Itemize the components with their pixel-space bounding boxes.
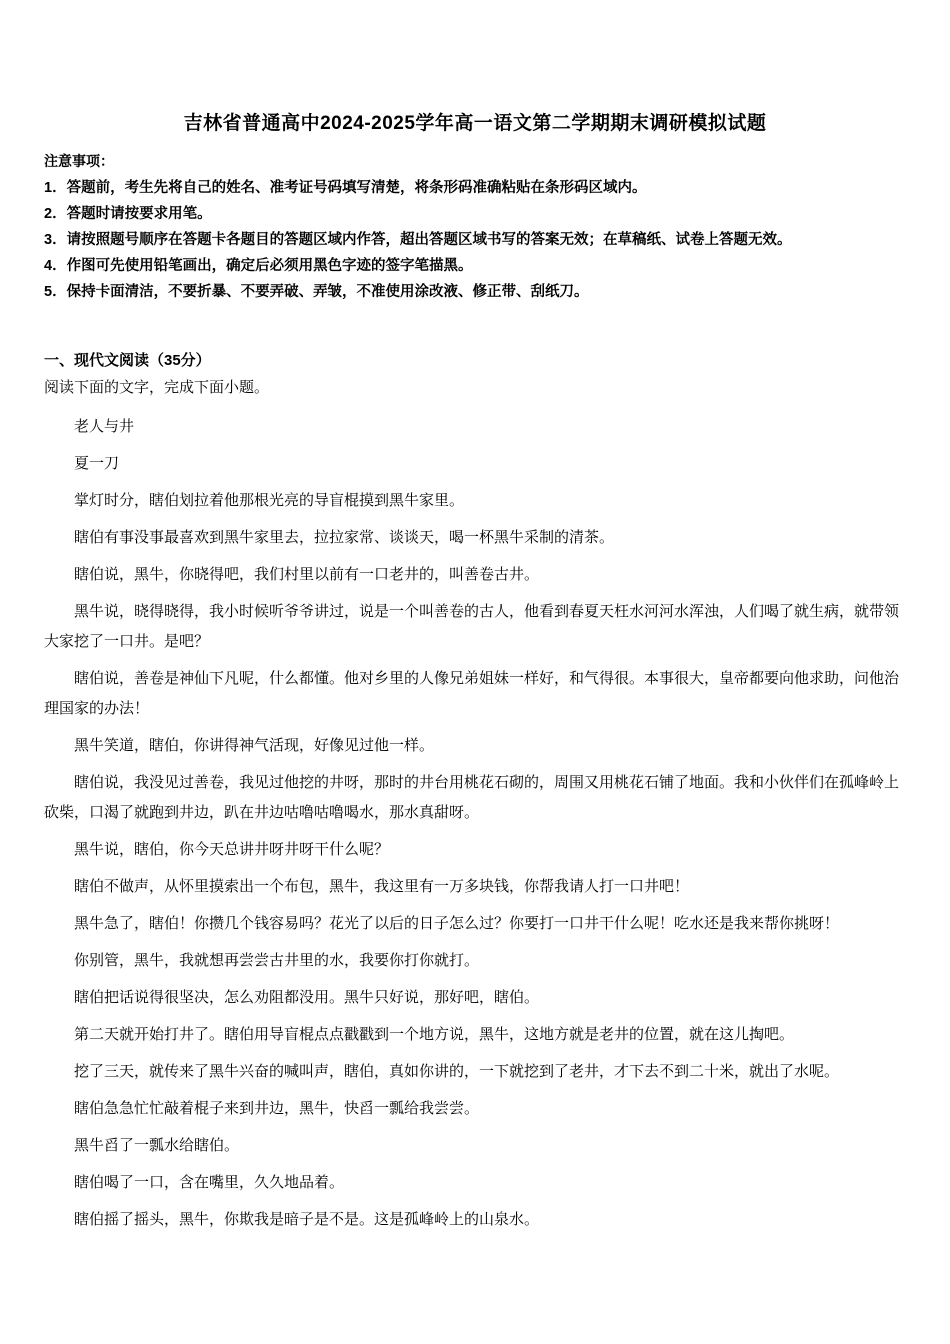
- passage-paragraph: 黑牛舀了一瓢水给瞎伯。: [74, 1138, 240, 1154]
- passage-paragraph: 瞎伯不做声，从怀里摸索出一个布包，黑牛，我这里有一万多块钱，你帮我请人打一口井吧！: [74, 879, 690, 895]
- passage-author: 夏一刀: [74, 456, 120, 472]
- section-intro: 阅读下面的文字，完成下面小题。: [44, 380, 270, 396]
- passage-paragraph: 瞎伯喝了一口，含在嘴里，久久地品着。: [74, 1175, 345, 1191]
- notice-item: 4．作图可先使用铅笔画出，确定后必须用黑色字迹的签字笔描黑。: [44, 258, 473, 274]
- notice-item: 2．答题时请按要求用笔。: [44, 206, 212, 222]
- passage-paragraph: 瞎伯说，黑牛，你晓得吧，我们村里以前有一口老井的，叫善卷古井。: [74, 567, 540, 583]
- passage-paragraph: 你别管，黑牛，我就想再尝尝古井里的水，我要你打你就打。: [74, 953, 480, 969]
- passage-paragraph: 瞎伯急急忙忙敲着棍子来到井边，黑牛，快舀一瓢给我尝尝。: [74, 1101, 480, 1117]
- reading-passage: [44, 412, 906, 1235]
- passage-paragraph: 瞎伯把话说得很坚决，怎么劝阻都没用。黑牛只好说，那好吧，瞎伯。: [74, 990, 540, 1006]
- passage-paragraph: 黑牛说，瞎伯，你今天总讲井呀井呀干什么呢？: [74, 842, 390, 858]
- notice-item: 3．请按照题号顺序在答题卡各题目的答题区域内作答，超出答题区域书写的答案无效；在草稿纸、试卷上答题无效。: [44, 232, 792, 248]
- passage-paragraph: 黑牛急了，瞎伯！你攒几个钱容易吗？花光了以后的日子怎么过？你要打一口井干什么呢！吃水还是我来帮你挑呀！: [74, 916, 840, 932]
- passage-paragraph: 瞎伯有事没事最喜欢到黑牛家里去，拉拉家常、谈谈天，喝一杯黑牛采制的清茶。: [74, 530, 615, 546]
- passage-paragraph: 挖了三天，就传来了黑牛兴奋的喊叫声，瞎伯，真如你讲的，一下就挖到了老井，才下去不到二十米，就出了水呢。: [74, 1064, 840, 1080]
- notice-heading: 注意事项：: [44, 153, 114, 169]
- passage-paragraph: 第二天就开始打井了。瞎伯用导盲棍点点戳戳到一个地方说，黑牛，这地方就是老井的位置，就在这儿掏吧。: [74, 1027, 795, 1043]
- notice-section: [44, 151, 906, 305]
- passage-paragraph: 掌灯时分，瞎伯划拉着他那根光亮的导盲棍摸到黑牛家里。: [74, 493, 465, 509]
- notice-item: 5．保持卡面清洁，不要折暴、不要弄破、弄皱，不准使用涂改液、修正带、刮纸刀。: [44, 284, 589, 300]
- passage-paragraph: 瞎伯摇了摇头，黑牛，你欺我是暗子是不是。这是孤峰岭上的山泉水。: [74, 1212, 540, 1228]
- passage-paragraph: 黑牛说，晓得晓得，我小时候听爷爷讲过，说是一个叫善卷的古人，他看到春夏天枉水河河水浑浊，人们喝了就生病，就带领大家挖了一口井。是吧？: [44, 604, 900, 650]
- passage-paragraph: 黑牛笑道，瞎伯，你讲得神气活现，好像见过他一样。: [74, 738, 435, 754]
- passage-title: 老人与井: [74, 419, 135, 435]
- passage-paragraph: 瞎伯说，我没见过善卷，我见过他挖的井呀，那时的井台用桃花石砌的，周围又用桃花石铺了地面。我和小伙伴们在孤峰岭上砍柴，口渴了就跑到井边，趴在井边咕噜咕噜喝水，那水真甜呀。: [44, 775, 900, 821]
- section-heading-modern-reading: 一、现代文阅读（35分）: [44, 352, 211, 369]
- passage-paragraph: 瞎伯说，善卷是神仙下凡呢，什么都懂。他对乡里的人像兄弟姐妹一样好，和气得很。本事很大，皇帝都要向他求助，问他治理国家的办法！: [44, 671, 900, 717]
- notice-item: 1．答题前，考生先将自己的姓名、准考证号码填写清楚，将条形码准确粘贴在条形码区域内。: [44, 180, 647, 196]
- page-title: 吉林省普通高中2024-2025学年高一语文第二学期期末调研模拟试题: [183, 113, 767, 134]
